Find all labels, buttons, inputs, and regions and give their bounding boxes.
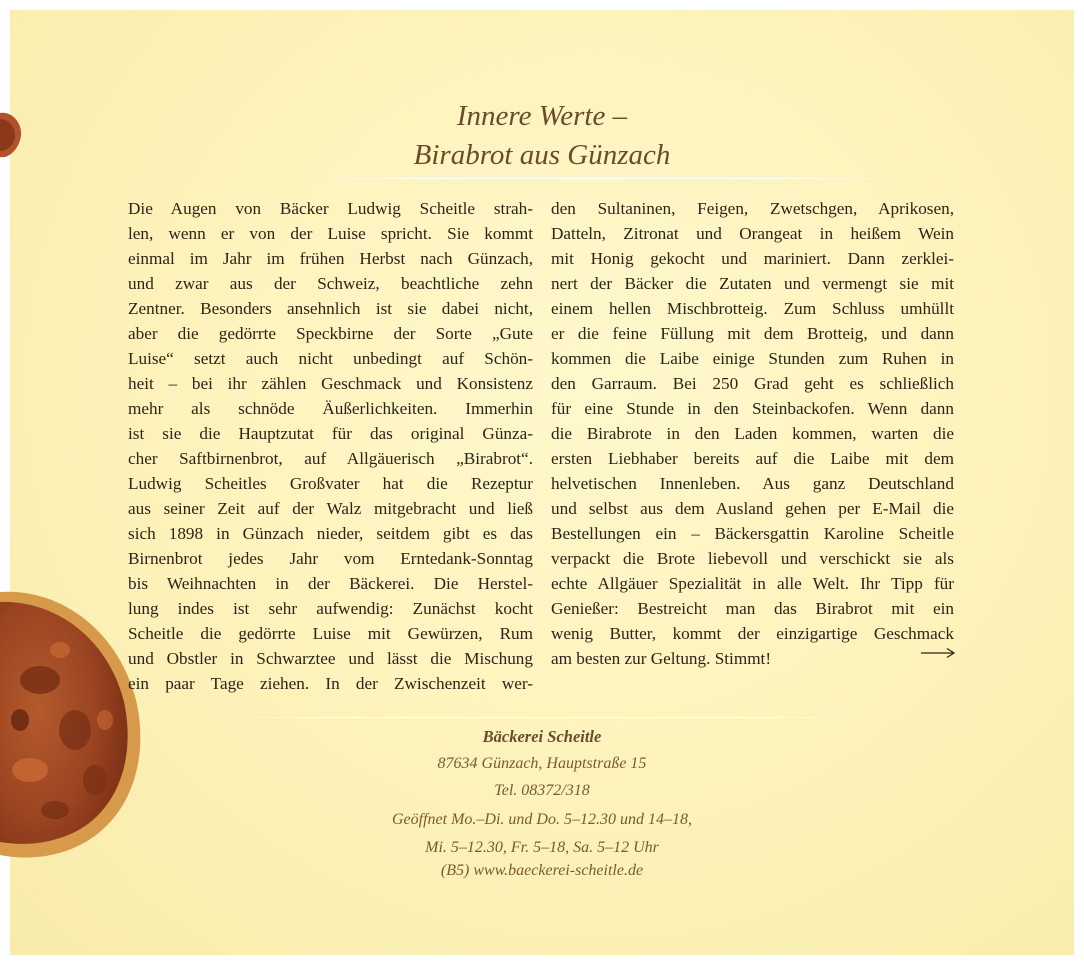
text-line: aus seiner Zeit auf der Walz mitgebracht und ließ: [128, 499, 533, 518]
text-line: bis Weihnachten in der Bäckerei. Die Herstel-: [128, 574, 533, 593]
text-line: aber die gedörrte Speckbirne der Sorte „Gute: [128, 324, 533, 343]
article-title-line-1: Innere Werte –: [456, 100, 628, 132]
text-line: die Birabrote in den Laden kommen, warten die: [551, 424, 954, 443]
text-line: mit Honig gekocht und mariniert. Dann zerklei-: [551, 249, 954, 268]
text-line: ist sie die Hauptzutat für das original Günza-: [128, 424, 533, 443]
text-line: und zwar aus der Schweiz, beachtliche zehn: [128, 274, 533, 293]
text-line: wenig Butter, kommt der einzigartige Geschmack: [551, 624, 954, 643]
right-arrow-icon: [920, 647, 956, 659]
text-line: den Sultaninen, Feigen, Zwetschgen, Aprikosen,: [551, 199, 954, 218]
text-line: kommen die Laibe einige Stunden zum Ruhen in: [551, 349, 954, 368]
text-line: und selbst aus dem Ausland gehen per E-Mail die: [551, 499, 954, 518]
article-column-right: [551, 196, 954, 671]
title-divider: [300, 178, 900, 179]
text-line: Datteln, Zitronat und Orangeat in heißem Wein: [551, 224, 954, 243]
business-website: (B5) www.baeckerei-scheitle.de: [440, 862, 644, 879]
text-line: lung indes ist sehr aufwendig: Zunächst kocht: [128, 599, 533, 618]
text-line: ein paar Tage ziehen. In der Zwischenzeit wer-: [128, 674, 533, 693]
text-line: verpackt die Brote liebevoll und verschickt sie als: [551, 549, 954, 568]
opening-hours-line-2: Mi. 5–12.30, Fr. 5–18, Sa. 5–12 Uhr: [425, 839, 659, 856]
text-line: Die Augen von Bäcker Ludwig Scheitle strah-: [128, 199, 533, 218]
opening-hours-line-1: Geöffnet Mo.–Di. und Do. 5–12.30 und 14–18,: [392, 811, 692, 828]
text-line: Genießer: Bestreicht man das Birabrot mit ein: [551, 599, 954, 618]
business-address: 87634 Günzach, Hauptstraße 15: [437, 755, 647, 772]
text-line: einem hellen Mischbrotteig. Zum Schluss umhüllt: [551, 299, 954, 318]
text-line: er die feine Füllung mit dem Brotteig, und dann: [551, 324, 954, 343]
article-column-left: [128, 196, 533, 696]
text-line: Luise“ setzt auch nicht unbedingt auf Schön-: [128, 349, 533, 368]
text-line: Ludwig Scheitles Großvater hat die Rezeptur: [128, 474, 533, 493]
business-phone: Tel. 08372/318: [494, 782, 590, 799]
text-line: und Obstler in Schwarztee und lässt die Mischung: [128, 649, 533, 668]
text-line: nert der Bäcker die Zutaten und vermengt sie mit: [551, 274, 954, 293]
text-line: cher Saftbirnenbrot, auf Allgäuerisch „Birabrot“.: [128, 449, 533, 468]
text-line: Birnenbrot jedes Jahr vom Erntedank-Sonntag: [128, 549, 533, 568]
text-line: einmal im Jahr im frühen Herbst nach Günzach,: [128, 249, 533, 268]
text-line: echte Allgäuer Spezialität in alle Welt. Ihr Tipp für: [551, 574, 954, 593]
text-line: heit – bei ihr zählen Geschmack und Konsistenz: [128, 374, 533, 393]
text-line: mehr als schnöde Äußerlichkeiten. Immerhin: [128, 399, 533, 418]
text-line: Bestellungen ein – Bäckersgattin Karoline Scheitle: [551, 524, 954, 543]
text-line: len, wenn er von der Luise spricht. Sie kommt: [128, 224, 533, 243]
business-name: Bäckerei Scheitle: [482, 727, 602, 746]
text-line: für eine Stunde in den Steinbackofen. Wenn dann: [551, 399, 954, 418]
text-line: den Garraum. Bei 250 Grad geht es schließlich: [551, 374, 954, 393]
text-line: helvetischen Innenleben. Aus ganz Deutschland: [551, 474, 954, 493]
article-title-line-2: Birabrot aus Günzach: [413, 139, 671, 171]
text-line: ersten Liebhaber bereits auf die Laibe mit dem: [551, 449, 954, 468]
text-line: sich 1898 in Günzach nieder, seitdem gibt es das: [128, 524, 533, 543]
text-line-last: am besten zur Geltung. Stimmt!: [551, 649, 772, 668]
text-line: Zentner. Besonders ansehnlich ist sie dabei nicht,: [128, 299, 533, 318]
info-divider: [220, 717, 860, 718]
text-line: Scheitle die gedörrte Luise mit Gewürzen, Rum: [128, 624, 533, 643]
